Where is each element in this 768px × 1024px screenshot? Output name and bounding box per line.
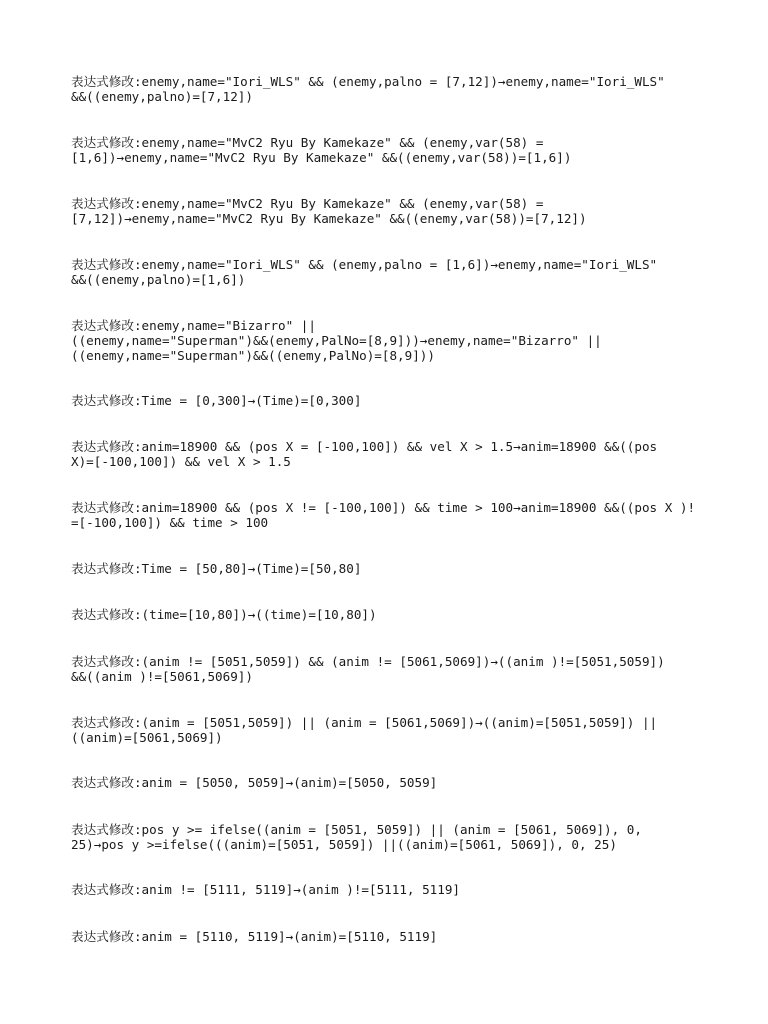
expression-entry-8: 表达式修改:anim=18900 && (pos X != [-100,100]) && time > 100→anim=18900 &&((pos X )! =[-100,100]) && time > 100 (71, 500, 696, 530)
expression-entry-2: 表达式修改:enemy,name="MvC2 Ryu By Kamekaze" && (enemy,var(58) = [1,6])→enemy,name="MvC2 Ryu By Kamekaze" &&((enemy,var(58))=[1,6]) (71, 135, 572, 165)
expression-entry-10: 表达式修改:(time=[10,80])→((time)=[10,80]) (71, 607, 377, 622)
expression-entry-5: 表达式修改:enemy,name="Bizarro" || ((enemy,name="Superman")&&(enemy,PalNo=[8,9]))→enemy,name="Bizarro" || ((enemy,name="Superman")&&((enemy,PalNo)=[8,9])) (71, 318, 602, 363)
expression-entry-12: 表达式修改:(anim = [5051,5059]) || (anim = [5061,5069])→((anim)=[5051,5059]) || ((anim)=[5061,5069]) (71, 715, 658, 745)
expression-entry-7: 表达式修改:anim=18900 && (pos X = [-100,100]) && vel X > 1.5→anim=18900 &&((pos X)=[-100,100]) && vel X > 1.5 (71, 439, 658, 469)
expression-entry-11: 表达式修改:(anim != [5051,5059]) && (anim != [5061,5069])→((anim )!=[5051,5059]) &&((anim )!=[5061,5069]) (71, 654, 665, 684)
expression-entry-3: 表达式修改:enemy,name="MvC2 Ryu By Kamekaze" && (enemy,var(58) = [7,12])→enemy,name="MvC2 Ryu By Kamekaze" &&((enemy,var(58))=[7,12]) (71, 196, 587, 226)
expression-entry-14: 表达式修改:pos y >= ifelse((anim = [5051, 5059]) || (anim = [5061, 5069]), 0, 25)→pos y >=ifelse(((anim)=[5051, 5059]) ||((anim)=[5061, 5069]), 0, 25) (71, 822, 642, 852)
expression-entry-6: 表达式修改:Time = [0,300]→(Time)=[0,300] (71, 393, 362, 408)
expression-entry-16: 表达式修改:anim = [5110, 5119]→(anim)=[5110, 5119] (71, 929, 438, 944)
expression-entry-15: 表达式修改:anim != [5111, 5119]→(anim )!=[5111, 5119] (71, 882, 460, 897)
expression-entry-4: 表达式修改:enemy,name="Iori_WLS" && (enemy,palno = [1,6])→enemy,name="Iori_WLS" &&((enemy,palno)=[1,6]) (71, 257, 658, 287)
expression-entry-13: 表达式修改:anim = [5050, 5059]→(anim)=[5050, 5059] (71, 775, 438, 790)
expression-entry-9: 表达式修改:Time = [50,80]→(Time)=[50,80] (71, 561, 362, 576)
expression-entry-1: 表达式修改:enemy,name="Iori_WLS" && (enemy,palno = [7,12])→enemy,name="Iori_WLS" &&((enemy,palno)=[7,12]) (71, 74, 665, 104)
